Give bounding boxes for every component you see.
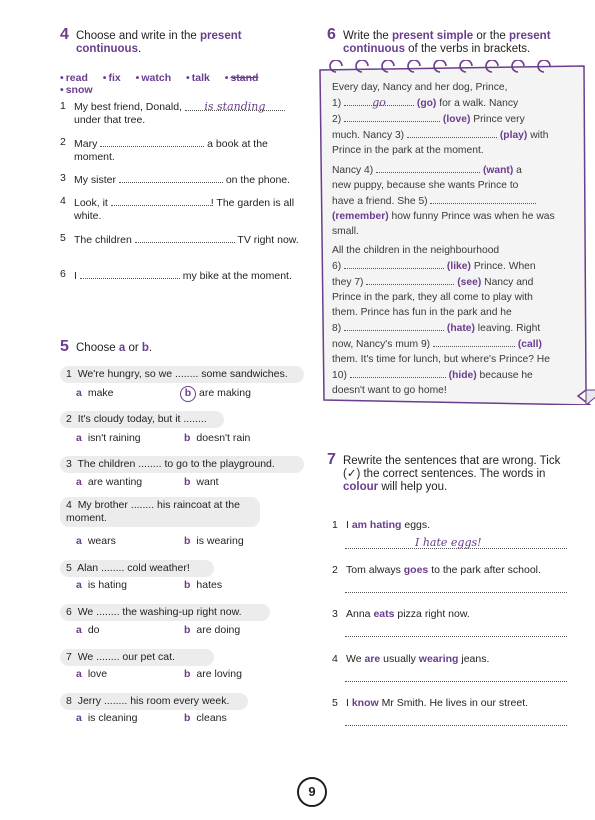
ex6-answer-6[interactable] <box>344 258 444 269</box>
ex7-item-5: 5 I know Mr Smith. He lives in our street. <box>332 697 529 709</box>
ex5-option-7a[interactable]: a love <box>76 668 108 680</box>
ex6-number: 6 <box>327 26 336 43</box>
ex7-item-2: 2 Tom always goes to the park after school. <box>332 564 541 576</box>
ex5-option-6b[interactable]: b are doing <box>184 624 241 636</box>
ex5-question-2: 2 It's cloudy today, but it ........ <box>60 411 224 428</box>
ex5-option-3a[interactable]: a are wanting <box>76 476 143 488</box>
ex4-answer-5[interactable] <box>135 232 235 243</box>
ex7-answer-line-2[interactable] <box>345 591 567 593</box>
ex5-option-5a[interactable]: a is hating <box>76 579 127 591</box>
ex7-answer-line-4[interactable] <box>345 680 567 682</box>
ex7-item-3: 3 Anna eats pizza right now. <box>332 608 470 620</box>
word-read: • read <box>60 72 88 84</box>
word-stand: • stand <box>224 72 259 84</box>
ex6-answer-3[interactable] <box>407 127 497 138</box>
ex5-question-5: 5 Alan ........ cold weather! <box>60 560 214 577</box>
ex5-option-1b[interactable]: b are making <box>180 386 251 402</box>
ex4-answer-1[interactable]: is standing <box>185 100 285 111</box>
word-watch: • watch <box>135 72 172 84</box>
page-number: 9 <box>297 777 327 807</box>
ex4-answer-4[interactable] <box>111 195 211 206</box>
ex5-option-3b[interactable]: b want <box>184 476 219 488</box>
ex4-word-bank <box>60 72 300 96</box>
ex5-option-6a[interactable]: a do <box>76 624 100 636</box>
ex5-question-1: 1 We're hungry, so we ........ some sandwiches. <box>60 366 304 383</box>
ex5-option-5b[interactable]: b hates <box>184 579 223 591</box>
ex4-instruction: 4 Choose and write in the present continuous. <box>60 26 242 55</box>
ex4-answer-2[interactable] <box>100 136 204 147</box>
ex6-answer-4[interactable] <box>376 162 480 173</box>
ex6-instruction: 6 Write the present simple or the present continuous of the verbs in brackets. <box>327 26 551 55</box>
ex7-answer-1: I hate eggs! <box>415 536 482 549</box>
ex7-item-4: 4 We are usually wearing jeans. <box>332 653 490 665</box>
ex7-answer-line-3[interactable] <box>345 635 567 637</box>
ex6-answer-9[interactable] <box>433 336 515 347</box>
ex5-option-7b[interactable]: b are loving <box>184 668 242 680</box>
ex5-instruction: 5 Choose a or b. <box>60 338 153 355</box>
ex4-item-6: 6 I my bike at the moment. <box>60 268 292 282</box>
ex5-option-1a[interactable]: a make <box>76 387 114 399</box>
ex5-option-8b[interactable]: b cleans <box>184 712 227 724</box>
ex6-answer-1[interactable]: go <box>344 95 414 106</box>
answer-circle: b <box>180 386 196 402</box>
ex6-answer-2[interactable] <box>344 111 440 122</box>
ex6-answer-7[interactable] <box>366 274 454 285</box>
ex4-item-2: 2 Mary a book at the moment. <box>60 136 268 163</box>
ex6-answer-8[interactable] <box>344 320 444 331</box>
word-snow: • snow <box>60 84 93 96</box>
ex5-option-4b[interactable]: b is wearing <box>184 535 244 547</box>
ex5-option-2a[interactable]: a isn't raining <box>76 432 141 444</box>
ex5-option-2b[interactable]: b doesn't rain <box>184 432 251 444</box>
ex4-answer-6[interactable] <box>80 268 180 279</box>
ex7-answer-line-5[interactable] <box>345 724 567 726</box>
ex4-answer-3[interactable] <box>119 172 223 183</box>
ex6-story: Every day, Nancy and her dog, Prince, 1) go (go) for a walk. Nancy 2) (love) Prince very much. Nancy 3) (play) with Prince in the park at the moment. Nancy 4) (want) a new puppy, because she wants Prince to have a friend. She 5) (remember) how funny Prince was when he was small. All the children in the neighbourhood 6) (like) Prince. When they 7) (see) Nancy and Prince in the park, they all come to play with them. Prince has fun in the park and he 8) (hate) leaving. Right now, Nancy's mum 9) (call) them. It's time for lunch, but where's Prince? He 10) (hide) because he doesn't want to go home! <box>332 82 555 396</box>
ex5-question-7: 7 We ........ our pet cat. <box>60 649 214 666</box>
ex4-item-5: 5 The children TV right now. <box>60 232 299 246</box>
ex4-item-4: 4 Look, it ! The garden is all white. <box>60 195 295 222</box>
ex4-item-1: 1 My best friend, Donald, is standing under that tree. <box>60 100 300 127</box>
ex4-item-3: 3 My sister on the phone. <box>60 172 291 186</box>
ex5-option-4a[interactable]: a wears <box>76 535 116 547</box>
ex5-question-6: 6 We ........ the washing-up right now. <box>60 604 270 621</box>
ex5-question-8: 8 Jerry ........ his room every week. <box>60 693 248 710</box>
ex5-number: 5 <box>60 338 69 355</box>
word-talk: • talk <box>186 72 210 84</box>
ex6-answer-5[interactable] <box>430 193 536 204</box>
ex7-item-1: 1 I am hating eggs. <box>332 519 431 531</box>
ex7-instruction: 7 Rewrite the sentences that are wrong. Tick (✓) the correct sentences. The words in colour will help you. <box>327 451 561 493</box>
word-fix: • fix <box>102 72 121 84</box>
ex7-number: 7 <box>327 451 336 468</box>
ex5-option-8a[interactable]: a is cleaning <box>76 712 138 724</box>
ex6-answer-10[interactable] <box>350 367 446 378</box>
ex4-number: 4 <box>60 26 69 43</box>
ex5-question-3: 3 The children ........ to go to the playground. <box>60 456 304 473</box>
ex5-question-4: 4 My brother ........ his raincoat at the moment. <box>60 497 260 527</box>
